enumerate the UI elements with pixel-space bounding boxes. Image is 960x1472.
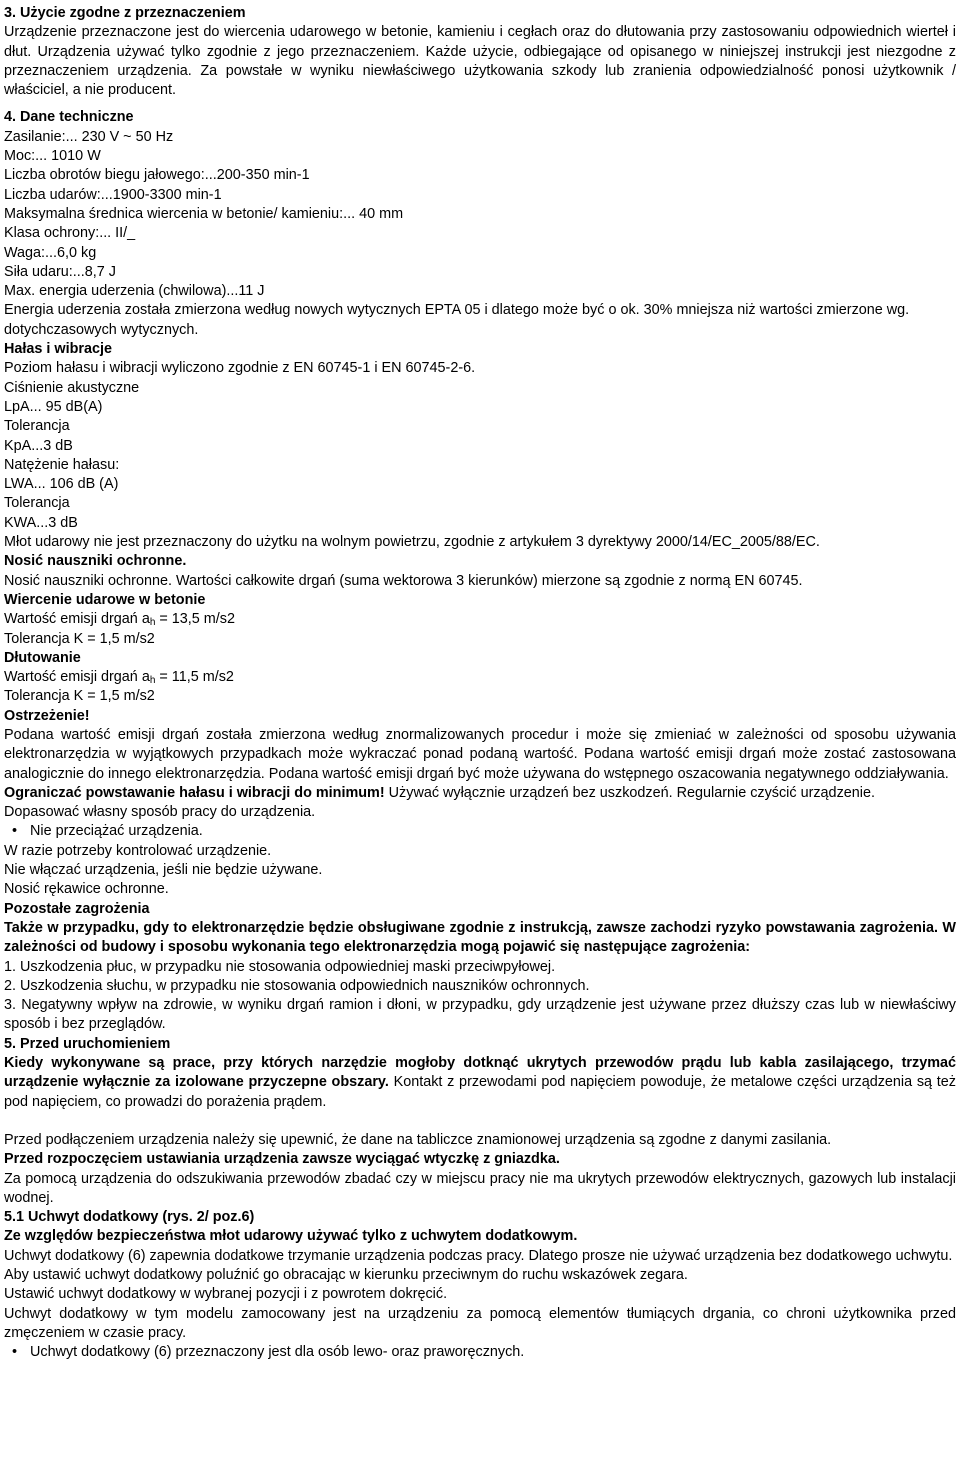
energy-note: Energia uderzenia została zmierzona według nowych wytycznych EPTA 05 i dlatego może być o ok. 30% mniejsza niż wartości zmierzone wg. dotychczasowych wytycznych.	[4, 302, 910, 338]
spec-protection-class: Klasa ochrony:... II/_	[4, 225, 136, 242]
noise-line: LWA... 106 dB (A)	[4, 476, 119, 493]
chiseling-emission: Wartość emisji drgań $a_h = 11,5$ m/s2	[4, 669, 234, 687]
technical-specs-list	[4, 128, 956, 302]
spec-weight: Waga:...6,0 kg	[4, 244, 97, 261]
risk-item: 1. Uszkodzenia płuc, w przypadku nie stosowania odpowiedniej maski przeciwpyłowej.	[4, 958, 556, 975]
limit-line: Nosić rękawice ochronne.	[4, 881, 169, 898]
spec-power: Moc:... 1010 W	[4, 148, 101, 165]
adjust-work-line: Dopasować własny sposób pracy do urządzenia.	[4, 804, 316, 821]
hidden-wires-paragraph: Kiedy wykonywane są prace, przy których narzędzie mogłoby dotknąć ukrytych przewodów prądu lub kabla zasilającego, trzymać urządzenie wyłącznie za izolowane przyczepne obszary. Kontakt z przewodami pod napięciem powoduje, że metalowe części urządzenia są też pod napięciem, co prowadzi do porażenia prądem.	[4, 1055, 956, 1110]
warning-paragraph: Podana wartość emisji drgań została zmierzona według znormalizowanych procedur i może się zmieniać w zależności od sposobu używania elektronarzędzia w wyjątkowych przypadkach może wykraczać ponad podaną wartość. Podana wartość emisji drgań może zostać zastosowana analogicznie do innego elektronarzędzia. Podana wartość emisji drgań być może używana do wstępnego oszacowania negatywnego oddziaływania.	[4, 726, 956, 782]
auxiliary-handle-bullet: • Uchwyt dodatkowy (6) przeznaczony jest dla osób lewo- oraz praworęcznych.	[4, 1343, 956, 1362]
section-4-title: 4. Dane techniczne	[4, 109, 134, 126]
intended-use-paragraph: Urządzenie przeznaczone jest do wiercenia udarowego w betonie, kamieniu i cegłach oraz do dłutowania przy zastosowaniu odpowiednich wierteł i dłut. Urządzenia używać tylko zgodnie z jego przeznaczeniem. Każde użycie, odbiegające od opisanego w niniejszej instrukcji jest niezgodne z przeznaczeniem urządzenia. Za powstałe w wyniku niewłaściwego użytkowania szkody lub zranienia odpowiedzialność ponosi użytkownik / właściciel, a nie producent.	[4, 24, 956, 99]
no-overload-bullet: • Nie przeciążać urządzenia.	[4, 822, 956, 841]
spec-max-energy: Max. energia uderzenia (chwilowa)...11 J	[4, 283, 265, 300]
rating-plate-check: Przed podłączeniem urządzenia należy się upewnić, że dane na tabliczce znamionowej urządzenia są zgodne z danymi zasilania.	[4, 1131, 832, 1148]
unplug-warning: Przed rozpoczęciem ustawiania urządzenia zawsze wyciągać wtyczkę z gniazdka.	[4, 1151, 560, 1168]
auxiliary-handle-p2: Aby ustawić uchwyt dodatkowy poluźnić go obracając w kierunku przeciwnym do ruchu wskazówek zegara.	[4, 1267, 688, 1283]
hammer-drilling-emission: Wartość emisji drgań $a_h = 13,5$ m/s2	[4, 611, 235, 629]
noise-line: Natężenie hałasu:	[4, 456, 120, 473]
noise-line: KpA...3 dB	[4, 437, 73, 454]
risk-item: 2. Uszkodzenia słuchu, w przypadku nie stosowania odpowiednich nauszników ochronnych.	[4, 977, 590, 994]
noise-line: LpA... 95 dB(A)	[4, 398, 103, 415]
noise-line: Tolerancja	[4, 495, 70, 512]
spec-idle-speed: Liczba obrotów biegu jałowego:...200-350 min-1	[4, 167, 310, 184]
section-5-title: 5. Przed uruchomieniem	[4, 1035, 171, 1052]
hammer-drilling-title: Wiercenie udarowe w betonie	[4, 591, 206, 608]
residual-risks-title: Pozostałe zagrożenia	[4, 900, 150, 917]
ear-protection-warning: Nosić nauszniki ochronne.	[4, 553, 187, 570]
wire-detector-paragraph: Za pomocą urządzenia do odszukiwania przewodów zbadać czy w miejscu pracy nie ma ukrytych przewodów elektrycznych, gazowych lub instalacji wodnej.	[4, 1170, 956, 1206]
limit-line: W razie potrzeby kontrolować urządzenie.	[4, 842, 272, 859]
limit-noise-paragraph: Ograniczać powstawanie hałasu i wibracji do minimum! Używać wyłącznie urządzeń bez uszkodzeń. Regularnie czyścić urządzenie.	[4, 784, 875, 801]
ear-protection-note: Nosić nauszniki ochronne. Wartości całkowite drgań (suma wektorowa 3 kierunków) mierzone są zgodnie z normą EN 60745.	[4, 572, 803, 589]
hammer-drilling-tolerance: Tolerancja K = 1,5 m/s2	[4, 630, 155, 647]
noise-line: Tolerancja	[4, 418, 70, 435]
spec-supply: Zasilanie:... 230 V ~ 50 Hz	[4, 128, 174, 145]
section-3-title: 3. Użycie zgodne z przeznaczeniem	[4, 5, 246, 21]
residual-risks-intro: Także w przypadku, gdy to elektronarzędzie będzie obsługiwane zgodnie z instrukcją, zawsze zachodzi ryzyko powstawania zagrożenia. W zależności od budowy i sposobu wykonania tego elektronarzędzia mogą pojawić się następujące zagrożenia:	[4, 919, 956, 956]
noise-line: KWA...3 dB	[4, 514, 78, 531]
risk-item: 3. Negatywny wpływ na zdrowie, w wyniku drgań ramion i dłoni, w przypadku, gdy urządzenie jest używane przez dłuższy czas lub w niewłaściwy sposób i bez przeglądów.	[4, 997, 956, 1033]
auxiliary-handle-p3: Ustawić uchwyt dodatkowy w wybranej pozycji i z powrotem dokręcić.	[4, 1286, 448, 1303]
auxiliary-handle-p1: Uchwyt dodatkowy (6) zapewnia dodatkowe trzymanie urządzenia podczas pracy. Dlatego prosze nie używać urządzenia bez dodatkowego uchwytu.	[4, 1247, 953, 1264]
limit-line: Nie włączać urządzenia, jeśli nie będzie używane.	[4, 862, 323, 879]
spec-impact-force: Siła udaru:...8,7 J	[4, 263, 116, 280]
auxiliary-handle-safety: Ze względów bezpieczeństwa młot udarowy używać tylko z uchwytem dodatkowym.	[4, 1228, 578, 1245]
noise-line: Ciśnienie akustyczne	[4, 379, 140, 396]
auxiliary-handle-p4: Uchwyt dodatkowy w tym modelu zamocowany jest na urządzeniu za pomocą elementów tłumiących drgania, co chroni użytkownika przed zmęczeniem w czasie pracy.	[4, 1305, 956, 1341]
noise-vibration-title: Hałas i wibracje	[4, 341, 112, 358]
chiseling-title: Dłutowanie	[4, 649, 81, 666]
outdoor-use-note: Młot udarowy nie jest przeznaczony do użytku na wolnym powietrzu, zgodnie z artykułem 3 dyrektywy 2000/14/EC_2005/88/EC.	[4, 534, 820, 551]
spec-impact-rate: Liczba udarów:...1900-3300 min-1	[4, 186, 222, 203]
noise-line: Poziom hałasu i wibracji wyliczono zgodnie z EN 60745-1 i EN 60745-2-6.	[4, 360, 476, 377]
chiseling-tolerance: Tolerancja K = 1,5 m/s2	[4, 688, 155, 705]
warning-title: Ostrzeżenie!	[4, 707, 90, 724]
section-5-1-title: 5.1 Uchwyt dodatkowy (rys. 2/ poz.6)	[4, 1209, 255, 1226]
spec-max-diameter: Maksymalna średnica wiercenia w betonie/ kamieniu:... 40 mm	[4, 205, 404, 222]
